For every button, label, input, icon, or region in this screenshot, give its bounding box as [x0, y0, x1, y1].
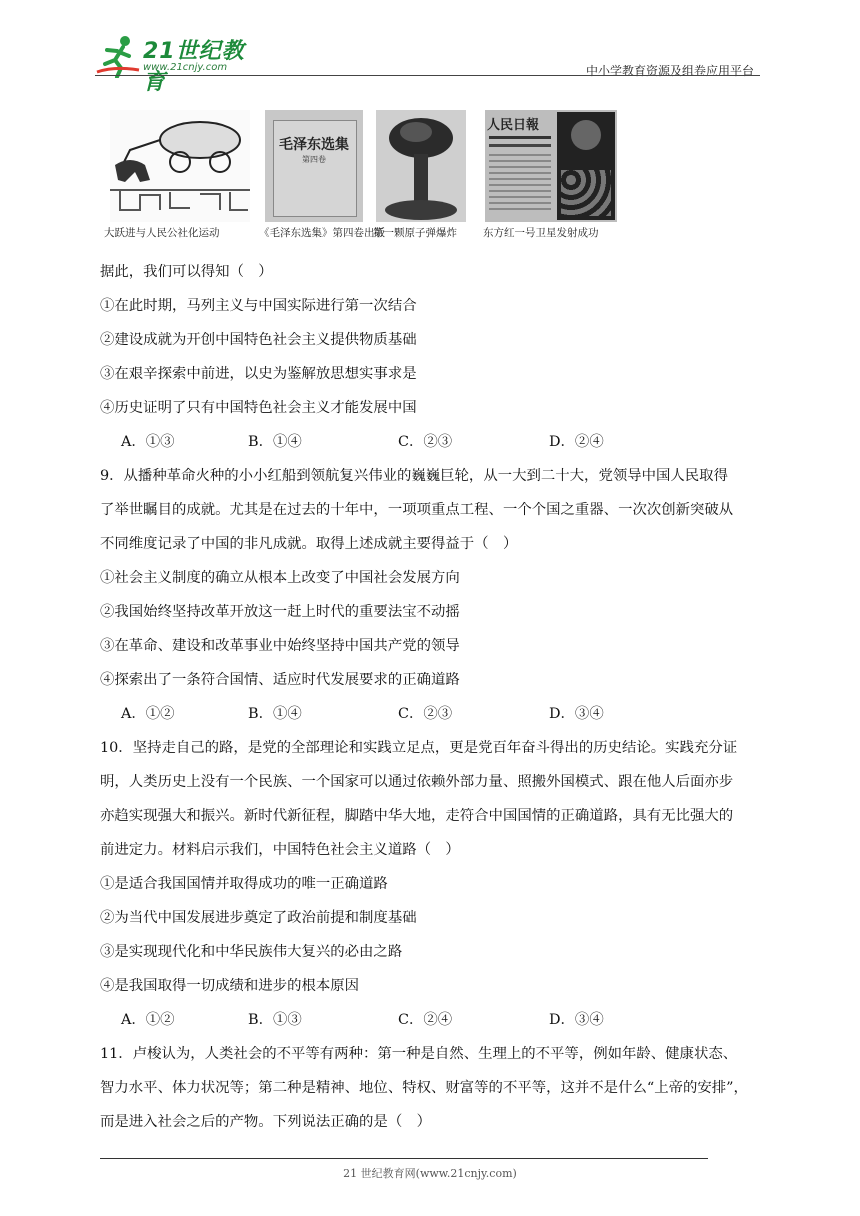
- q10-option-d[interactable]: D．③④: [549, 1012, 604, 1028]
- book-cover-image: [265, 110, 363, 222]
- q8-item-1: ①在此时期，马列主义与中国实际进行第一次结合: [100, 298, 417, 314]
- platform-name: 中小学教育资源及组卷应用平台: [585, 64, 754, 78]
- footer-divider: [100, 1158, 708, 1159]
- q8-option-a[interactable]: A．①③: [121, 434, 175, 450]
- q10-option-a[interactable]: A．①②: [121, 1012, 175, 1028]
- q9-option-b[interactable]: B．①④: [248, 706, 302, 722]
- q10-line-4: 前进定力。材料启示我们，中国特色社会主义道路（ ）: [100, 842, 460, 858]
- q10-option-c[interactable]: C．②④: [398, 1012, 453, 1028]
- q10-item-3: ③是实现现代化和中华民族伟大复兴的必由之路: [100, 944, 403, 960]
- q10-item-4: ④是我国取得一切成绩和进步的根本原因: [100, 978, 360, 994]
- q9-line-2: 了举世瞩目的成就。尤其是在过去的十年中，一项项重点工程、一个个国之重器、一次次创新突破从: [100, 502, 734, 518]
- q9-item-1: ①社会主义制度的确立从根本上改变了中国社会发展方向: [100, 570, 460, 586]
- q10-option-b[interactable]: B．①③: [248, 1012, 302, 1028]
- photo-caption: 东方红一号卫星发射成功: [483, 227, 599, 239]
- q9-line-3: 不同维度记录了中国的非凡成就。取得上述成就主要得益于（ ）: [100, 536, 518, 552]
- q11-line-2: 智力水平、体力状况等；第二种是精神、地位、特权、财富等的不平等，这并不是什么“上帝的安排”，: [100, 1080, 748, 1096]
- book-title: 毛泽东选集: [279, 137, 349, 153]
- q10-line-3: 亦趋实现强大和振兴。新时代新征程，脚踏中华大地，走符合中国国情的正确道路，具有无比强大的: [100, 808, 734, 824]
- q8-option-c[interactable]: C．②③: [398, 434, 453, 450]
- q9-option-c[interactable]: C．②③: [398, 706, 453, 722]
- q9-option-d[interactable]: D．③④: [549, 706, 604, 722]
- newspaper-masthead: 人民日報: [487, 118, 540, 133]
- q10-item-2: ②为当代中国发展进步奠定了政治前提和制度基础: [100, 910, 417, 926]
- q9-line-1: 9．从播种革命火种的小小红船到领航复兴伟业的巍巍巨轮，从一大到二十大，党领导中国人民取得: [100, 468, 728, 484]
- photo-caption: 第一颗原子弹爆炸: [373, 227, 457, 239]
- logo-url: www.21cnjy.com: [143, 62, 228, 73]
- page-footer[interactable]: 21 世纪教育网(www.21cnjy.com): [343, 1167, 517, 1180]
- page-header: [95, 30, 760, 95]
- newspaper-image: [485, 110, 617, 222]
- q10-item-1: ①是适合我国国情并取得成功的唯一正确道路: [100, 876, 388, 892]
- q10-line-1: 10．坚持走自己的路，是党的全部理论和实践立足点，更是党百年奋斗得出的历史结论。实践充分证: [100, 740, 738, 756]
- q10-line-2: 明，人类历史上没有一个民族、一个国家可以通过依赖外部力量、照搬外国模式、跟在他人后面亦步: [100, 774, 734, 790]
- book-volume: 第四卷: [302, 155, 326, 164]
- q8-item-3: ③在艰辛探索中前进，以史为鉴解放思想实事求是: [100, 366, 417, 382]
- photo-caption: 《毛泽东选集》第四卷出版: [259, 227, 385, 239]
- q8-stem: 据此，我们可以得知（ ）: [100, 264, 273, 280]
- q9-item-4: ④探索出了一条符合国情、适应时代发展要求的正确道路: [100, 672, 460, 688]
- q9-option-a[interactable]: A．①②: [121, 706, 175, 722]
- q8-item-2: ②建设成就为开创中国特色社会主义提供物质基础: [100, 332, 417, 348]
- q8-option-b[interactable]: B．①④: [248, 434, 302, 450]
- q11-line-1: 11．卢梭认为，人类社会的不平等有两种：第一种是自然、生理上的不平等，例如年龄、健康状态、: [100, 1046, 738, 1062]
- mushroom-cloud-image: [376, 110, 466, 222]
- header-divider: [95, 75, 760, 76]
- cartoon-image: [110, 110, 250, 222]
- q9-item-3: ③在革命、建设和改革事业中始终坚持中国共产党的领导: [100, 638, 460, 654]
- q11-line-3: 而是进入社会之后的产物。下列说法正确的是（ ）: [100, 1114, 431, 1130]
- q8-item-4: ④历史证明了只有中国特色社会主义才能发展中国: [100, 400, 417, 416]
- photo-strip: [104, 110, 630, 245]
- q8-option-d[interactable]: D．②④: [549, 434, 604, 450]
- site-logo[interactable]: [95, 32, 265, 95]
- logo-text: 21世纪教育: [143, 39, 245, 95]
- runner-logo-icon: [95, 34, 141, 78]
- photo-caption: 大跃进与人民公社化运动: [104, 227, 220, 239]
- q9-item-2: ②我国始终坚持改革开放这一赶上时代的重要法宝不动摇: [100, 604, 460, 620]
